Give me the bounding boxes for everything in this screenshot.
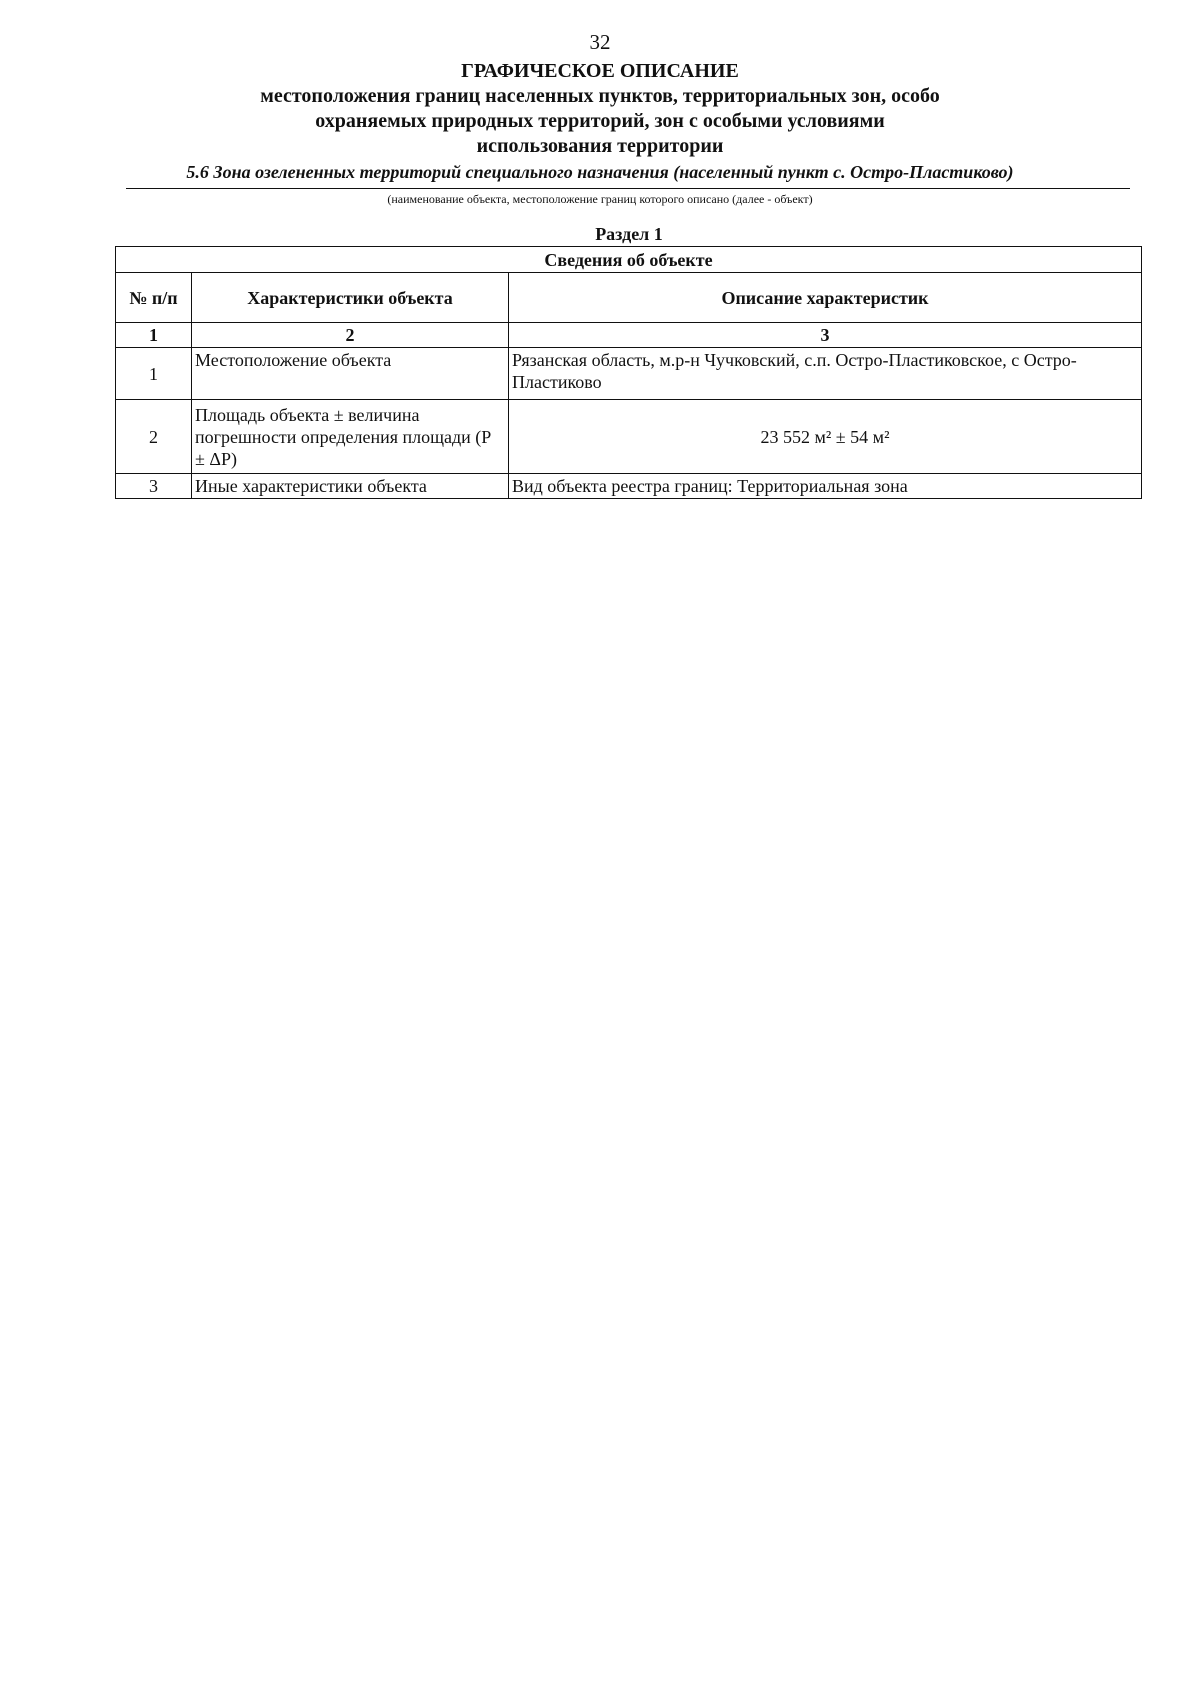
object-caption: (наименование объекта, местоположение границ которого описано (далее - объект)	[387, 192, 813, 206]
row-characteristic: Иные характеристики объекта	[192, 474, 509, 499]
column-number-1: 1	[116, 323, 192, 348]
row-value: Вид объекта реестра границ: Территориальная зона	[509, 474, 1142, 499]
column-number-3: 3	[509, 323, 1142, 348]
document-title: ГРАФИЧЕСКОЕ ОПИСАНИЕ	[461, 60, 739, 82]
table-row	[116, 348, 1142, 400]
row-number: 2	[116, 400, 192, 474]
row-characteristic: Площадь объекта ± величина погрешности определения площади (Р ± ΔР)	[192, 400, 509, 474]
row-number: 1	[116, 348, 192, 400]
table-row	[116, 400, 1142, 474]
header-characteristic: Характеристики объекта	[192, 273, 509, 323]
column-number-2: 2	[192, 323, 509, 348]
row-value: Рязанская область, м.р-н Чучковский, с.п. Остро-Пластиковское, с Остро-Пластиково	[509, 348, 1142, 400]
object-info-table	[115, 246, 1142, 499]
row-characteristic: Местоположение объекта	[192, 348, 509, 400]
section-title: Раздел 1	[595, 224, 663, 244]
header-description: Описание характеристик	[509, 273, 1142, 323]
table-caption: Сведения об объекте	[116, 247, 1142, 273]
row-value: 23 552 м² ± 54 м²	[509, 400, 1142, 474]
object-name: 5.6 Зона озелененных территорий специального назначения (населенный пункт с. Остро-Пластиково)	[186, 162, 1014, 182]
page-number: 32	[589, 30, 611, 54]
document-subtitle: местоположения границ населенных пунктов, территориальных зон, особо охраняемых природных территорий, зон с особыми условиями использования территории	[260, 85, 940, 157]
table-row	[116, 474, 1142, 499]
header-number: № п/п	[116, 273, 192, 323]
object-name-underline	[126, 188, 1130, 189]
row-number: 3	[116, 474, 192, 499]
